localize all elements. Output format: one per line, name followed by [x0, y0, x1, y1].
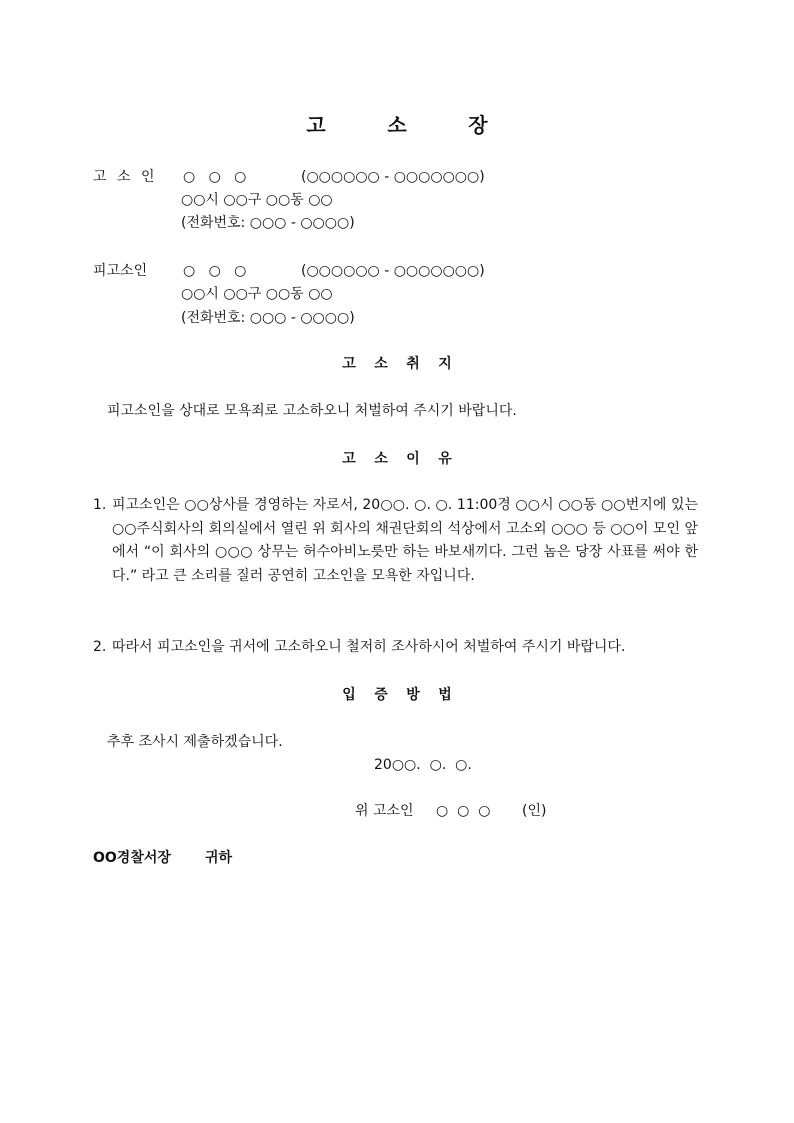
- title-char: 장: [468, 113, 488, 137]
- complainant-phone: (전화번호: ○○○ - ○○○○): [181, 215, 355, 231]
- signature-prefix: 위 고소인: [355, 803, 414, 819]
- reason-heading: 고 소 이 유: [342, 451, 452, 467]
- defendant-address: ○○시 ○○구 ○○동 ○○: [181, 286, 333, 302]
- purpose-text: 피고소인을 상대로 모욕죄로 고소하오니 처벌하여 주시기 바랍니다.: [107, 403, 517, 419]
- recipient-suffix: 귀하: [205, 850, 233, 866]
- complainant-id: (○○○○○○ - ○○○○○○○): [301, 169, 485, 185]
- reason-item1-text: 피고소인은 ○○상사를 경영하는 자로서, 20○○. ○. ○. 11:00경 ○○시 ○○동 ○○번지에 있는 ○○주식회사의 회의실에서 열린 위 회사의 채권단회의 석상에서 고소외 ○○○ 등 ○○이 모인 앞에서 “이 회사의 ○○○ 상무는 허수아비노릇만 하는 바보새끼다. 그런 놈은 당장 사표를 써야 한다.” 라고 큰 소리를 질러 공연히 고소인을 모욕한 자입니다.: [112, 497, 698, 584]
- evidence-text: 추후 조사시 제출하겠습니다.: [107, 734, 283, 750]
- complainant-name: ○ ○ ○: [183, 169, 247, 185]
- title-char: 고: [306, 113, 326, 137]
- reason-item2-text: 따라서 피고소인을 귀서에 고소하오니 철저히 조사하시어 처벌하여 주시기 바랍니다.: [112, 639, 626, 655]
- purpose-heading: 고 소 취 지: [342, 356, 452, 372]
- signature-name: ○ ○ ○: [436, 803, 491, 819]
- complainant-address: ○○시 ○○구 ○○동 ○○: [181, 192, 333, 208]
- reason-item2-number: 2.: [93, 639, 107, 655]
- recipient-office: OO경찰서장: [93, 850, 171, 866]
- defendant-phone: (전화번호: ○○○ - ○○○○): [181, 310, 355, 326]
- defendant-id: (○○○○○○ - ○○○○○○○): [301, 263, 485, 279]
- title-char: 소: [387, 113, 407, 137]
- document-date: 20○○. ○. ○.: [374, 757, 472, 773]
- document-title: [0, 112, 794, 138]
- evidence-heading: 입 증 방 법: [342, 687, 452, 703]
- defendant-name: ○ ○ ○: [183, 263, 247, 279]
- signature-seal: (인): [522, 803, 547, 819]
- defendant-label: 피고소인: [93, 263, 148, 279]
- complainant-label: 고 소 인: [93, 169, 158, 185]
- reason-item1-number: 1.: [93, 497, 107, 513]
